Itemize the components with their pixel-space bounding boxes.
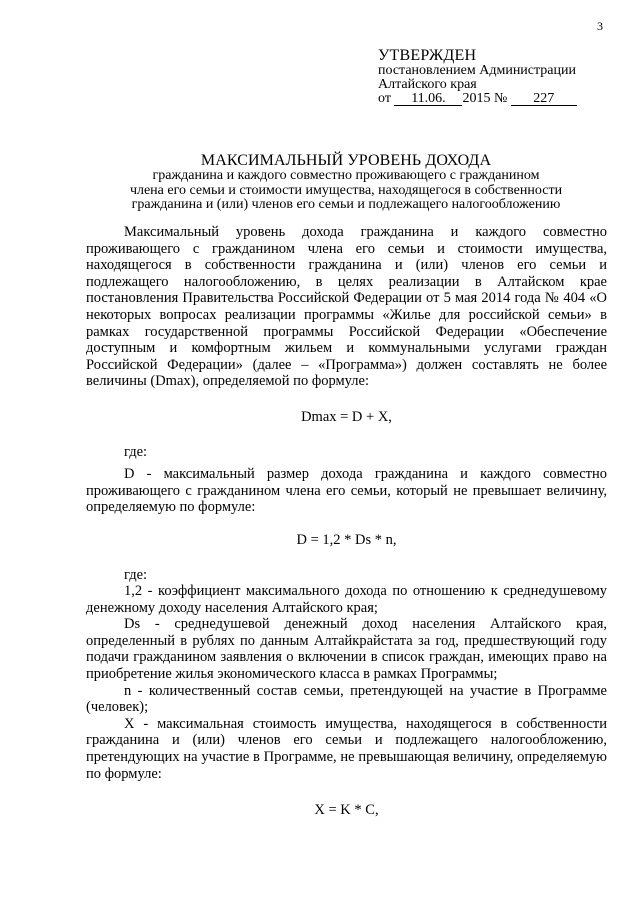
definition-n: n - количественный состав семьи, претендующей на участие в Программе (человек); [86, 682, 607, 716]
document-heading [86, 152, 606, 213]
heading-subtitle-1: гражданина и каждого совместно проживающего с гражданином [152, 168, 540, 183]
approval-line-2: Алтайского края [378, 77, 477, 92]
approval-line-1: постановлением Администрации [378, 63, 576, 78]
formula-dmax: Dmax = D + X, [301, 408, 392, 425]
approval-title: УТВЕРЖДЕН [378, 47, 477, 64]
formula-x: X = K * C, [314, 802, 379, 819]
formula-d: D = 1,2 * Ds * n, [296, 531, 397, 548]
where-label-2: где: [124, 566, 148, 583]
heading-subtitle-2: члена его семьи и стоимости имущества, находящегося в собственности [129, 182, 563, 198]
definition-coefficient: 1,2 - коэффициент максимального дохода по отношению к среднедушевому денежному доходу населения Алтайского края; [86, 583, 607, 616]
heading-title: МАКСИМАЛЬНЫЙ УРОВЕНЬ ДОХОДА [200, 152, 492, 169]
heading-subtitle-3: гражданина и (или) членов его семьи и подлежащего налогообложению [131, 197, 561, 212]
approval-date-line [378, 92, 618, 106]
definition-d: D - максимальный размер дохода гражданина и каждого совместно проживающего с гражданином члена его семьи, который не превышает величину, определяемую по формуле: [86, 466, 607, 516]
approval-stamp [378, 47, 618, 106]
document-body [86, 224, 607, 819]
where-label-1: где: [124, 443, 148, 460]
definition-ds: Ds - среднедушевой денежный доход населения Алтайского края, определенный в рублях по данным Алтайкрайстата за год, предшествующий году подачи гражданином заявления о включении в список граждан, имеющих право на приобретение жилья экономического класса в рамках Программы; [86, 616, 607, 683]
definition-x: X - максимальная стоимость имущества, находящегося в собственности гражданина и (или) членов его семьи и подлежащего налогообложению, претендующих на участие в Программе, не превышающая величину, определяемую по формуле: [86, 715, 607, 782]
approval-date: 11.06. [394, 93, 462, 106]
approval-number: 227 [511, 93, 577, 106]
approval-year: 2015 № [462, 91, 508, 106]
intro-paragraph: Максимальный уровень дохода гражданина и каждого совместно проживающего с гражданином члена его семьи и стоимости имущества, находящегося в собственности гражданина и (или) членов его семьи и подлежащего налогообложению, в целях реализации в Алтайском крае постановления Правительства Российской Федерации от 5 мая 2014 года № 404 «О некоторых вопросах реализации программы «Жилье для российской семьи» в рамках государственной программы Российской Федерации «Обеспечение доступным и комфортным жильем и коммунальными услугами граждан Российской Федерации» (далее – «Программа») должен составлять не более величины (Dmax), определяемой по формуле: [86, 224, 607, 390]
page-number: 3 [597, 19, 603, 33]
approval-date-prefix: от [378, 91, 391, 106]
